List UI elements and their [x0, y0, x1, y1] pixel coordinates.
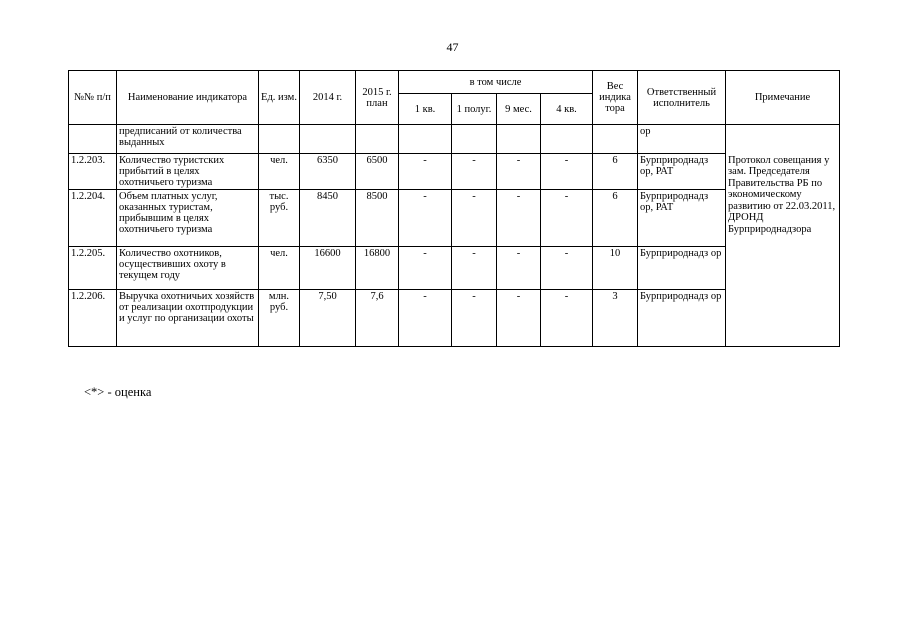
cell-name: предписаний от количества выданных — [117, 125, 259, 154]
cell-name: Количество туристских прибытий в целях охотничьего туризма — [117, 154, 259, 190]
table-row — [69, 154, 840, 190]
cell-num: 1.2.206. — [69, 290, 117, 347]
cell-weight: 6 — [593, 154, 638, 190]
header-name: Наименование индикатора — [117, 71, 259, 125]
cell-unit: чел. — [259, 154, 300, 190]
cell-q4: - — [541, 154, 593, 190]
cell-q4: - — [541, 290, 593, 347]
cell-q1: - — [399, 290, 452, 347]
cell-half1: - — [452, 154, 497, 190]
cell-q1: - — [399, 154, 452, 190]
indicators-table — [68, 70, 840, 347]
header-2014: 2014 г. — [300, 71, 356, 125]
table-row — [69, 247, 840, 290]
cell-num: 1.2.205. — [69, 247, 117, 290]
cell-q4: - — [541, 247, 593, 290]
cell-q4: - — [541, 190, 593, 247]
cell-2014: 16600 — [300, 247, 356, 290]
page-number: 47 — [446, 40, 459, 54]
footnote: <*> - оценка — [84, 385, 152, 399]
cell-half1: - — [452, 290, 497, 347]
header-q1: 1 кв. — [399, 94, 452, 125]
cell-name: Выручка охотничьих хозяйств от реализации охотпродукции и услуг по организации охоты — [117, 290, 259, 347]
cell-name: Объем платных услуг, оказанных туристам, прибывшим в целях охотничьего туризма — [117, 190, 259, 247]
header-including: в том числе — [399, 71, 593, 94]
cell-name: Количество охотников, осуществивших охоту в текущем году — [117, 247, 259, 290]
cell-2014: 7,50 — [300, 290, 356, 347]
cell-2014: 8450 — [300, 190, 356, 247]
header-9months: 9 мес. — [497, 94, 541, 125]
cell-responsible: Бурприроднадз ор, РАТ — [638, 154, 726, 190]
cell-unit: тыс. руб. — [259, 190, 300, 247]
cell-weight: 6 — [593, 190, 638, 247]
cell-half1: - — [452, 190, 497, 247]
header-row-1 — [69, 71, 840, 94]
table-row — [69, 190, 840, 247]
cell-unit: млн. руб. — [259, 290, 300, 347]
cell-q1: - — [399, 190, 452, 247]
cell-responsible: Бурприроднадз ор — [638, 247, 726, 290]
header-responsible: Ответственный исполнитель — [638, 71, 726, 125]
cell-2015: 7,6 — [356, 290, 399, 347]
cell-9months: - — [497, 290, 541, 347]
cell-unit: чел. — [259, 247, 300, 290]
header-2015-plan: 2015 г. план — [356, 71, 399, 125]
cell-responsible: Бурприроднадз ор, РАТ — [638, 190, 726, 247]
header-num: №№ п/п — [69, 71, 117, 125]
cell-responsible: ор — [638, 125, 726, 154]
cell-2015: 6500 — [356, 154, 399, 190]
cell-note: Протокол совещания у зам. Председателя Правительства РБ по экономическому развитию от 22.03.2011, ДРОНД Бурприроднадзора — [726, 154, 840, 347]
cell-weight: 10 — [593, 247, 638, 290]
header-half1: 1 полуг. — [452, 94, 497, 125]
cell-num: 1.2.203. — [69, 154, 117, 190]
table-row — [69, 290, 840, 347]
header-weight: Вес индика тора — [593, 71, 638, 125]
cell-2015: 8500 — [356, 190, 399, 247]
header-unit: Ед. изм. — [259, 71, 300, 125]
table-row — [69, 125, 840, 154]
header-q4: 4 кв. — [541, 94, 593, 125]
cell-num: 1.2.204. — [69, 190, 117, 247]
cell-9months: - — [497, 190, 541, 247]
cell-responsible: Бурприроднадз ор — [638, 290, 726, 347]
header-note: Примечание — [726, 71, 840, 125]
cell-q1: - — [399, 247, 452, 290]
cell-2015: 16800 — [356, 247, 399, 290]
cell-2014: 6350 — [300, 154, 356, 190]
cell-half1: - — [452, 247, 497, 290]
cell-9months: - — [497, 247, 541, 290]
cell-9months: - — [497, 154, 541, 190]
cell-weight: 3 — [593, 290, 638, 347]
